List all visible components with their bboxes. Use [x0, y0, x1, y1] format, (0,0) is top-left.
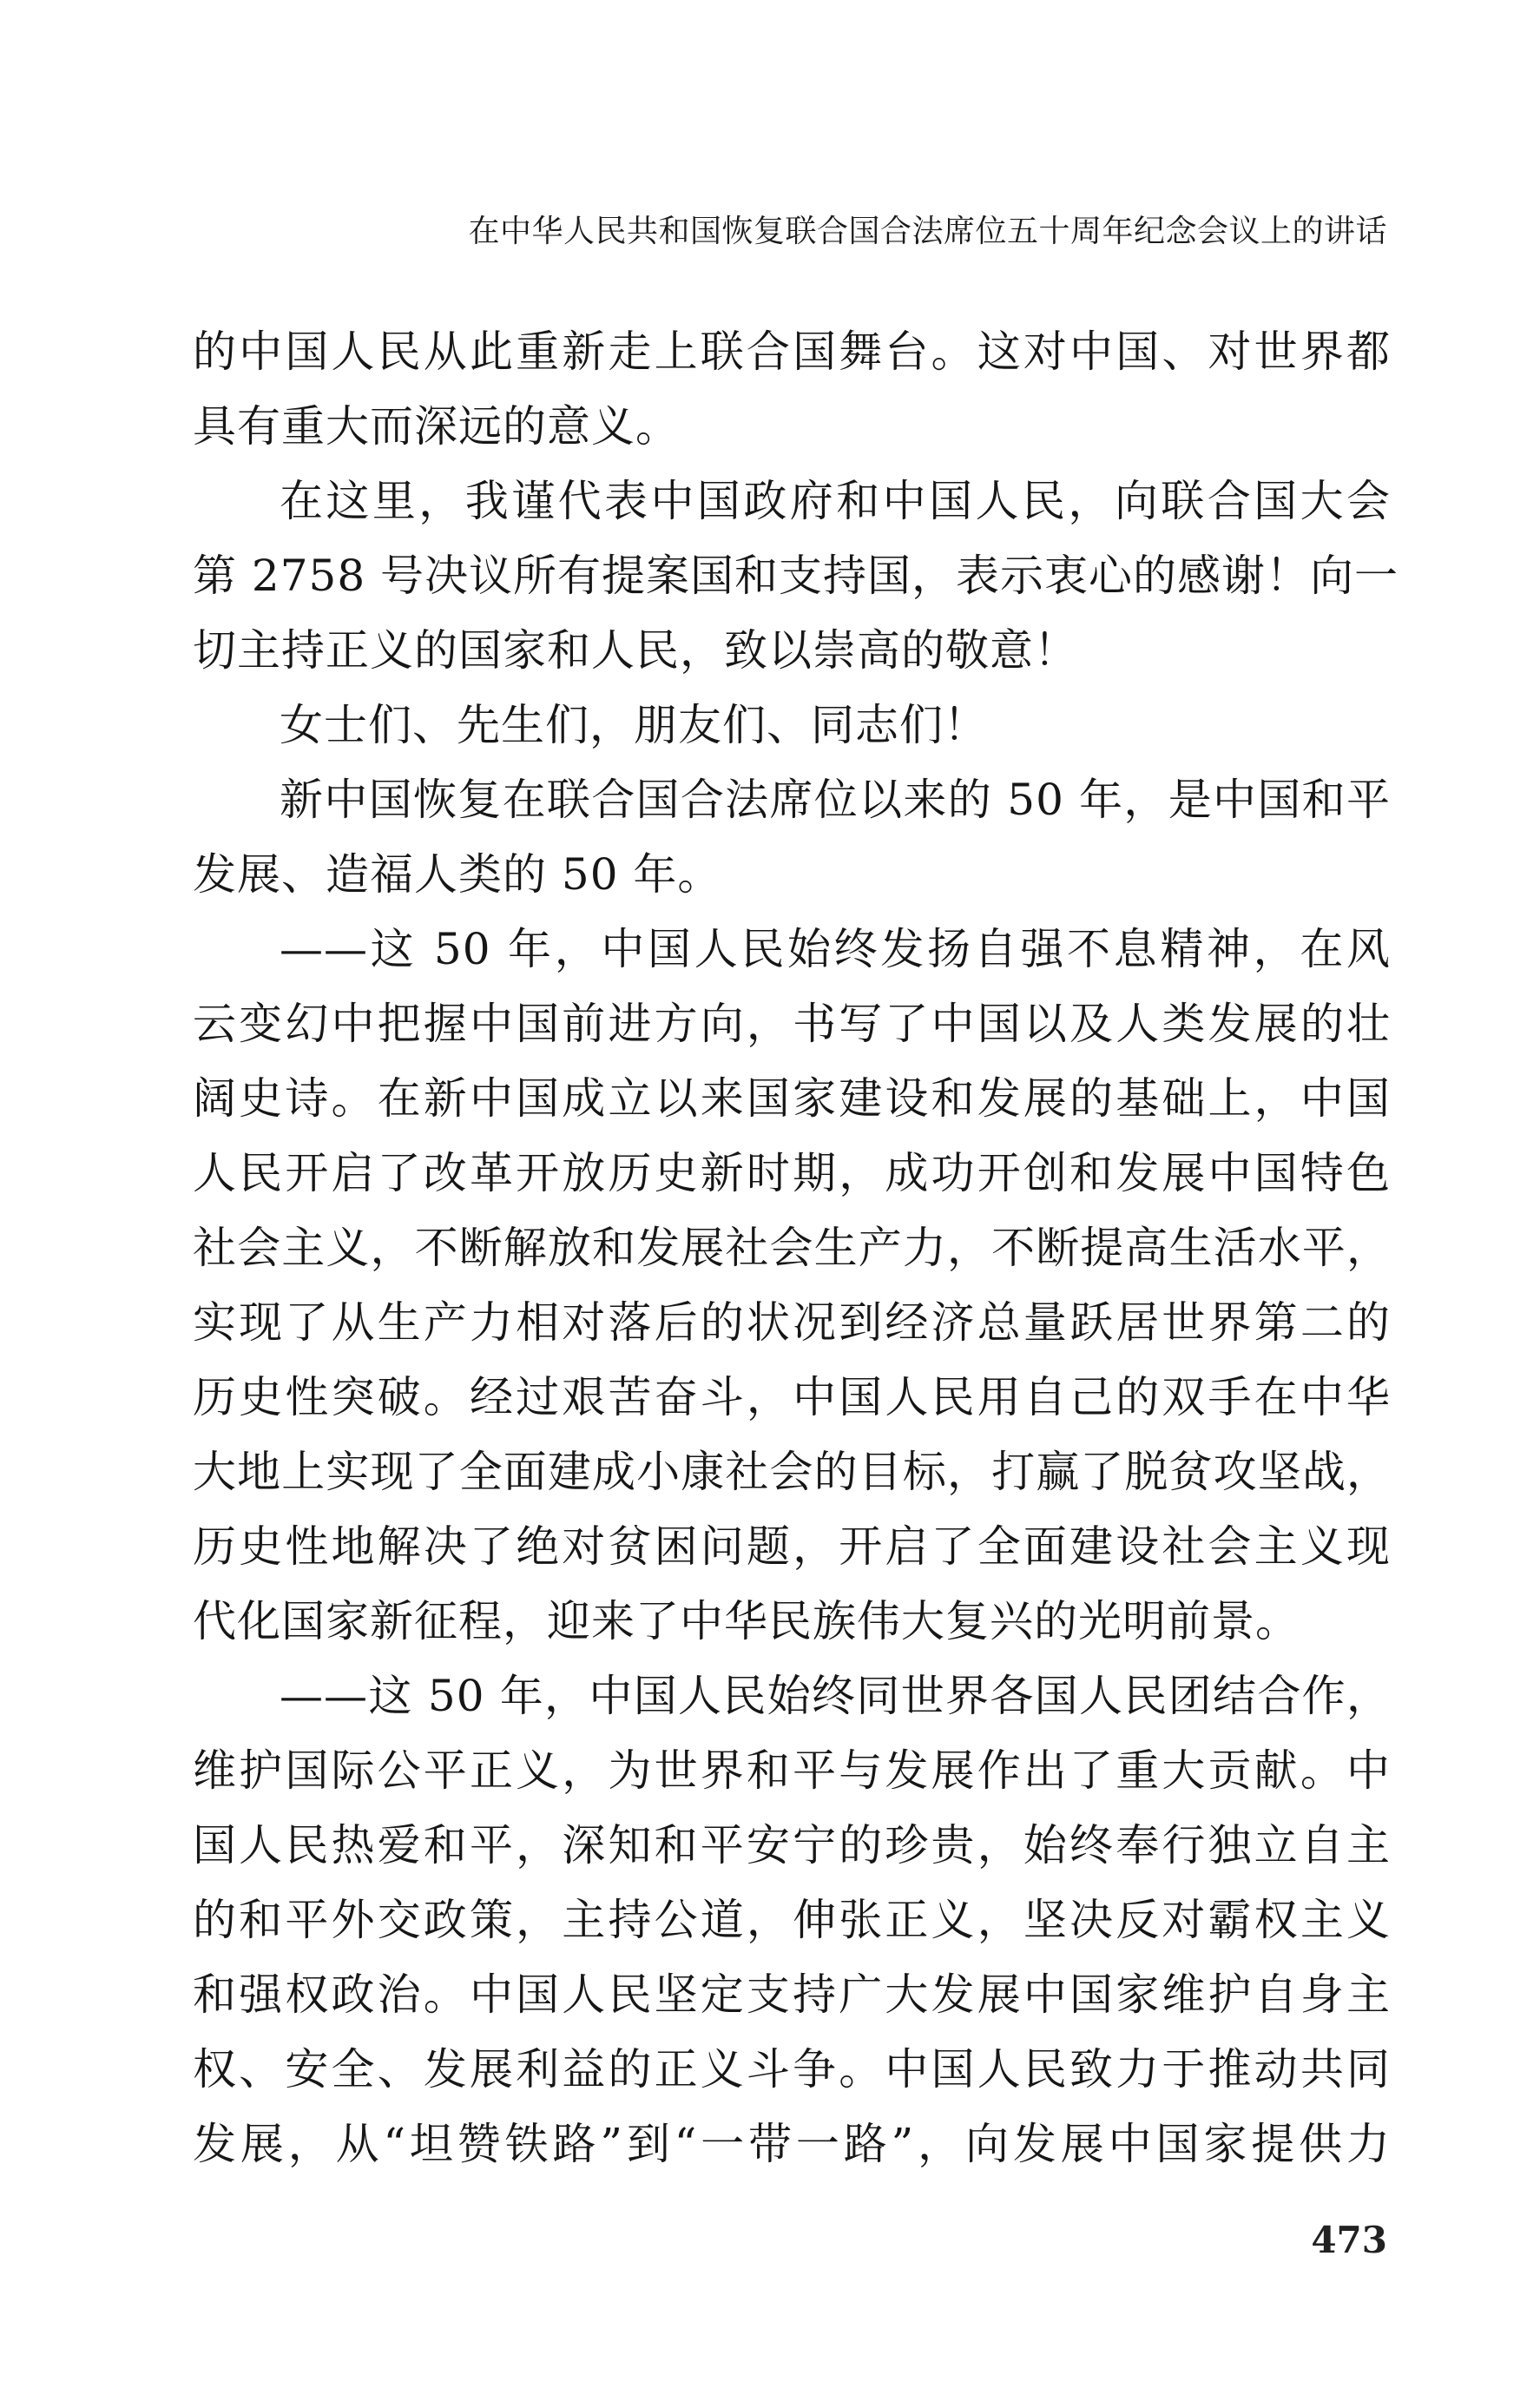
text-line: 第 2758 号决议所有提案国和支持国，表示衷心的感谢！向一 [193, 551, 1399, 601]
text-line: 社会主义，不断解放和发展社会生产力，不断提高生活水平， [193, 1223, 1391, 1273]
text-line: 女士们、先生们，朋友们、同志们！ [280, 700, 988, 750]
text-line: 的和平外交政策，主持公道，伸张正义，坚决反对霸权主义 [193, 1895, 1391, 1945]
running-header: 在中华人民共和国恢复联合国合法席位五十周年纪念会议上的讲话 [468, 214, 1387, 249]
text-line: 历史性突破。经过艰苦奋斗，中国人民用自己的双手在中华 [193, 1372, 1391, 1422]
text-line: 实现了从生产力相对落后的状况到经济总量跃居世界第二的 [193, 1297, 1391, 1348]
text-line: 人民开启了改革开放历史新时期，成功开创和发展中国特色 [193, 1148, 1391, 1198]
text-line: 的中国人民从此重新走上联合国舞台。这对中国、对世界都 [193, 327, 1391, 377]
text-line: 发展、造福人类的 50 年。 [193, 849, 722, 900]
text-line: 代化国家新征程，迎来了中华民族伟大复兴的光明前景。 [193, 1596, 1300, 1646]
text-line: 发展，从“坦赞铁路”到“一带一路”，向发展中国家提供力 [193, 2119, 1391, 2169]
text-line: 历史性地解决了绝对贫困问题，开启了全面建设社会主义现 [193, 1521, 1391, 1572]
text-line: 云变幻中把握中国前进方向，书写了中国以及人类发展的壮 [193, 999, 1391, 1049]
text-line: 切主持正义的国家和人民，致以崇高的敬意！ [193, 625, 1078, 676]
text-line: 和强权政治。中国人民坚定支持广大发展中国家维护自身主 [193, 1969, 1391, 2020]
text-line: 阔史诗。在新中国成立以来国家建设和发展的基础上，中国 [193, 1073, 1391, 1124]
text-line: 在这里，我谨代表中国政府和中国人民，向联合国大会 [280, 476, 1391, 526]
page-number: 473 [1311, 2219, 1387, 2261]
text-line: 国人民热爱和平，深知和平安宁的珍贵，始终奉行独立自主 [193, 1820, 1391, 1870]
text-line: 大地上实现了全面建成小康社会的目标，打赢了脱贫攻坚战， [193, 1447, 1391, 1497]
text-line: ——这 50 年，中国人民始终同世界各国人民团结合作， [280, 1671, 1391, 1721]
text-line: 新中国恢复在联合国合法席位以来的 50 年，是中国和平 [280, 775, 1391, 825]
text-line: ——这 50 年，中国人民始终发扬自强不息精神，在风 [280, 924, 1391, 974]
text-line: 权、安全、发展利益的正义斗争。中国人民致力于推动共同 [193, 2044, 1391, 2095]
text-line: 维护国际公平正义，为世界和平与发展作出了重大贡献。中 [193, 1745, 1391, 1796]
text-line: 具有重大而深远的意义。 [193, 401, 680, 452]
